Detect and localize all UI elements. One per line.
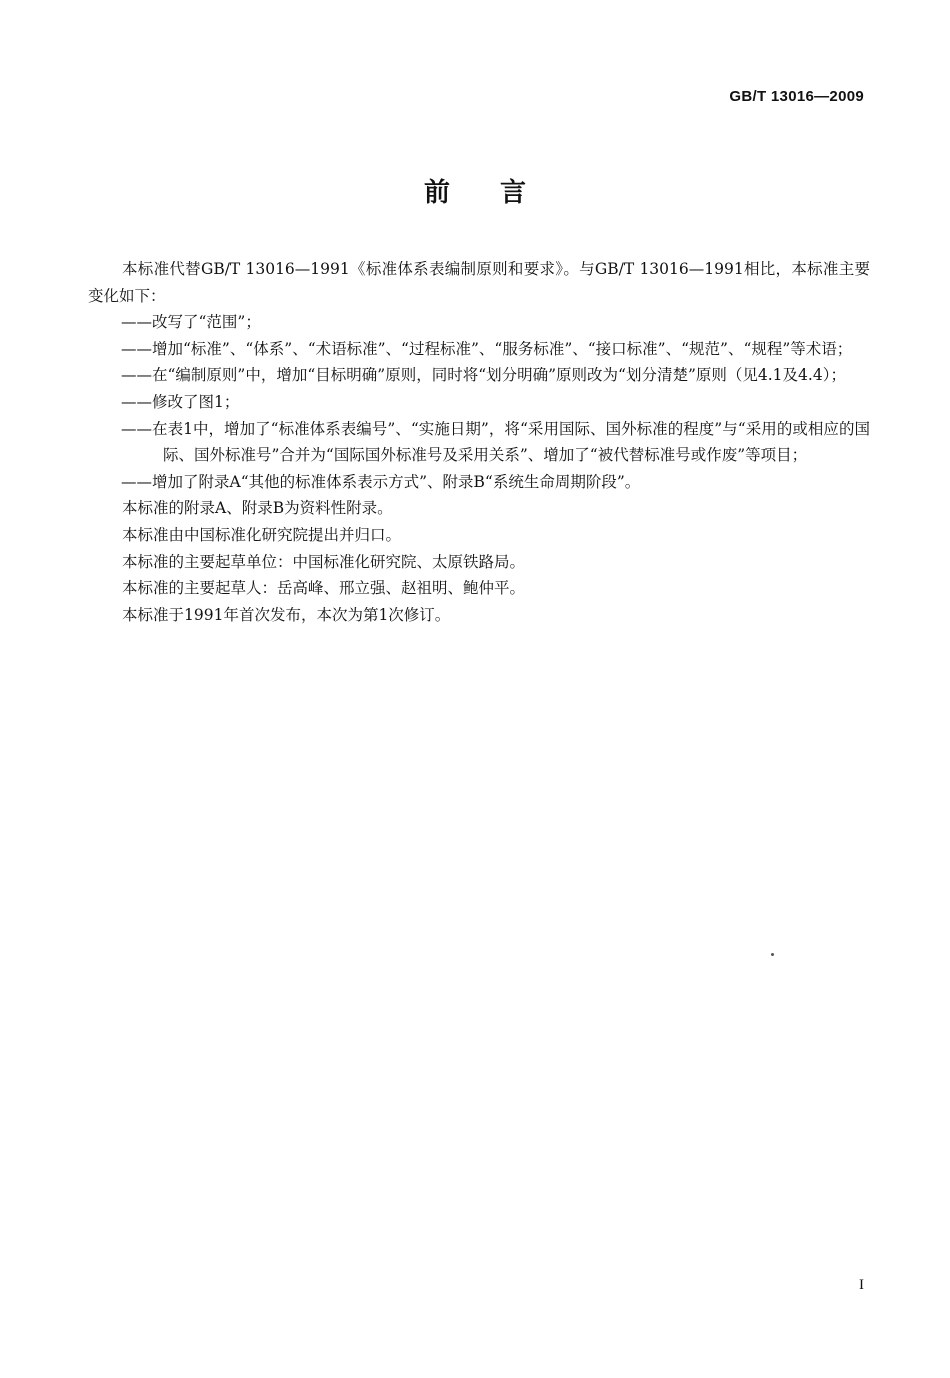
change-item: ——在表1中，增加了“标准体系表编号”、“实施日期”，将“采用国际、国外标准的程度”与“采用的或相应的国际、国外标准号”合并为“国际国外标准号及采用关系”、增加了“被代替标准号或作废”等项目； — [121, 419, 870, 465]
standard-code: GB/T 13016—2009 — [729, 88, 864, 105]
change-item: ——增加了附录A“其他的标准体系表示方式”、附录B“系统生命周期阶段”。 — [121, 472, 641, 491]
drafters: 本标准的主要起草人：岳高峰、邢立强、赵祖明、鲍仲平。 — [122, 579, 526, 598]
change-item: ——增加“标准”、“体系”、“术语标准”、“过程标准”、“服务标准”、“接口标准”、“规范”、“规程”等术语； — [121, 339, 853, 358]
change-item: ——修改了图1； — [121, 392, 240, 411]
change-item: ——在“编制原则”中，增加“目标明确”原则，同时将“划分明确”原则改为“划分清楚”原则（见4.1及4.4）； — [121, 366, 846, 385]
release-history: 本标准于1991年首次发布，本次为第1次修订。 — [122, 605, 451, 624]
page-number: I — [859, 1277, 864, 1293]
intro-paragraph: 本标准代替GB/T 13016—1991《标准体系表编制原则和要求》。与GB/T 13016—1991相比，本标准主要变化如下： — [88, 260, 870, 305]
proposer-note: 本标准由中国标准化研究院提出并归口。 — [122, 525, 402, 544]
appendix-note: 本标准的附录A、附录B为资料性附录。 — [122, 499, 393, 518]
scan-speck — [771, 953, 774, 956]
change-item: ——改写了“范围”； — [121, 313, 261, 332]
preface-body — [88, 256, 870, 628]
drafting-units: 本标准的主要起草单位：中国标准化研究院、太原铁路局。 — [122, 552, 526, 571]
page-title: 前言 — [423, 178, 576, 208]
